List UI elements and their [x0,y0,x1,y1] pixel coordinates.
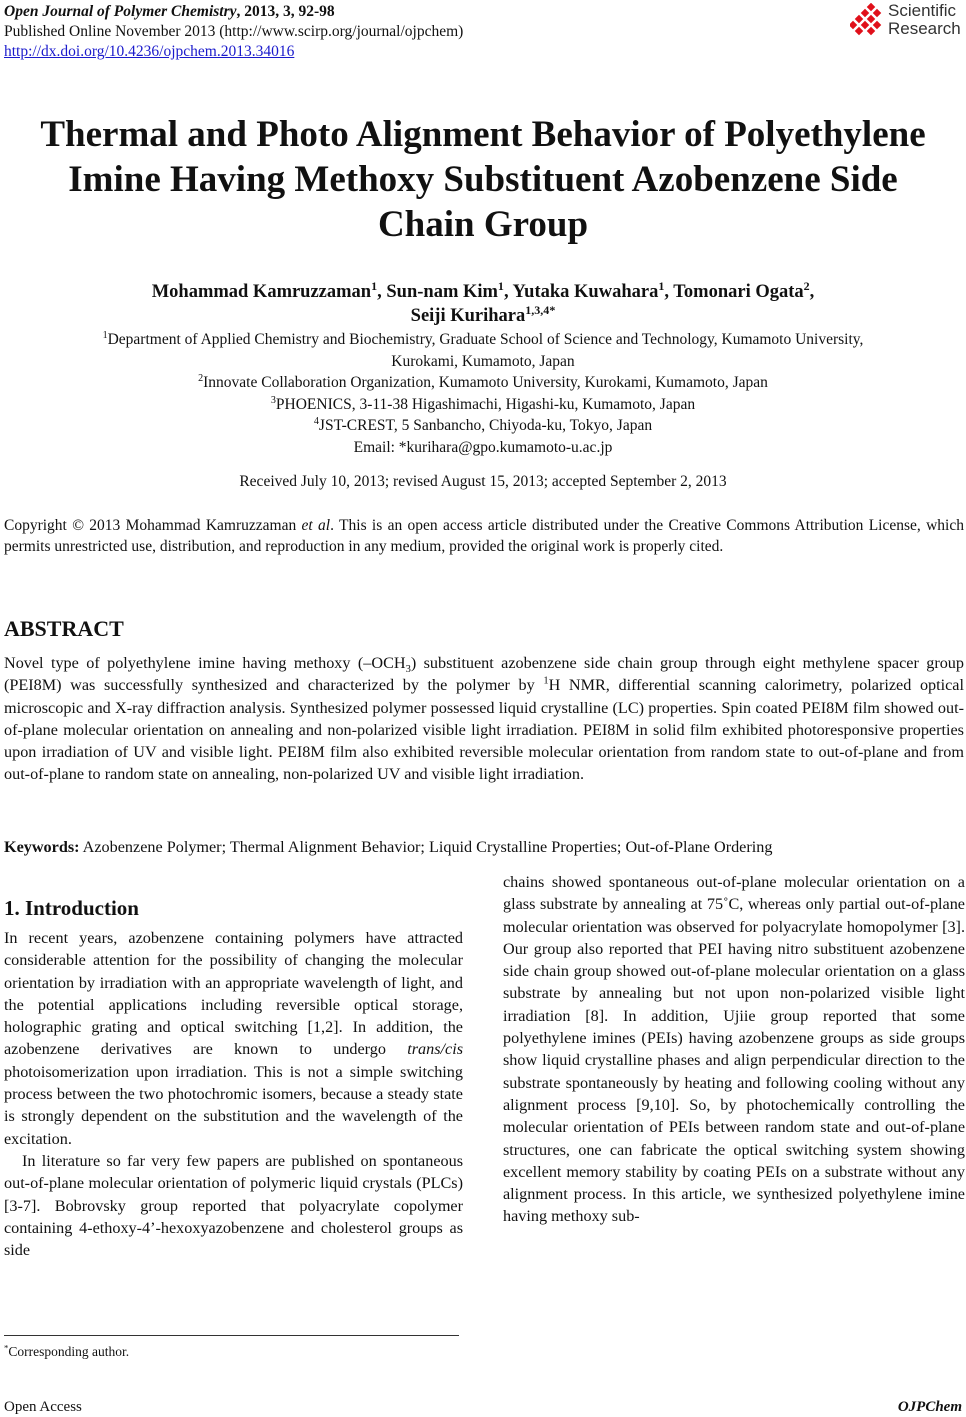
footer-journal-abbrev: OJPChem [897,1399,962,1415]
et-al: et al [301,517,331,534]
text: In recent years, azobenzene containing polymers have attracted considerable attention for the possibility of changing the molecular orientation by irradiation with an appropriate wavelength of light, and the potential applications including reversible optical storage, holographic grating and optical switching [1,2]. In addition, the azobenzene derivatives are known to undergo [4,929,463,1059]
abstract-text: ) substituent azobenzene side chain group through eight methylene spacer group (PEI8M) was successfully synthesized and characterized by the polymer by [4,654,964,695]
logo-text-1: Scientific [888,1,957,20]
footer-open-access: Open Access [4,1399,82,1415]
affil-sup: 2 [198,372,204,384]
author-sup: 2 [803,278,810,293]
abstract-body [4,652,964,786]
paragraph [4,927,463,1150]
logo-text-2: Research [888,19,961,38]
footnote-divider [4,1335,459,1336]
keywords [4,838,772,857]
author: Mohammad Kamruzzaman [151,282,372,302]
author-sup: 1,3,4* [525,302,556,317]
subscript: 3 [405,664,411,676]
author-list [0,280,966,328]
email-link[interactable]: Email: *kurihara@gpo.kumamoto-u.ac.jp [353,438,613,456]
affil-sup: 1 [102,329,108,341]
affiliation: Kurokami, Kumamoto, Japan [391,352,575,370]
italic-text: trans/cis [407,1040,463,1059]
left-column [4,895,463,1261]
copyright-notice [4,515,964,557]
superscript: 1 [543,675,549,687]
abstract-text: Novel type of polyethylene imine having methoxy (–OCH [4,654,406,672]
affil-sup: 3 [270,394,276,406]
author: Seiji Kurihara [410,306,526,326]
text: photoisomerization upon irradiation. This is not a simple switching process between the two photochromic isomers, because a steady state is strongly dependent on the substitution and the wavelength of the excitation. [4,1062,463,1148]
abstract-text: H NMR, differential scanning calorimetry, polarized optical microscopic and X-ray diffraction analysis. Synthesized polymer possessed liquid crystalline (LC) properties. Spin coated PEI8M film showed out-of-plane molecular orientation on annealing and non-polarized visible light irradiation. PEI8M in solid film exhibited photoresponsive properties upon irradiation of UV and visible light. PEI8M film also exhibited reversible molecular orientation from random state to out-of-plane and from out-of-plane to random state on annealing, non-polarized UV and visible light irradiation. [4,676,964,784]
doi-link[interactable]: http://dx.doi.org/10.4236/ojpchem.2013.34016 [4,43,295,60]
title-line: Thermal and Photo Alignment Behavior of Polyethylene [40,114,926,155]
author: Sun-nam Kim [386,282,498,302]
copyright-text: . This is an open access article distributed under the Creative Commons Attribution License, which permits unrestricted use, distribution, and reproduction in any medium, provided the original work is properly cited. [4,517,964,555]
author: Yutaka Kuwahara [512,282,659,302]
citation: , 2013, 3, 92-98 [236,3,335,20]
title-line: Imine Having Methoxy Substituent Azobenzene Side [68,159,898,200]
footnote-mark: * [4,1342,9,1353]
received-dates: Received July 10, 2013; revised August 15, 2013; accepted September 2, 2013 [239,473,727,490]
sep: , [503,282,513,302]
author-sup: 1 [658,278,665,293]
journal-header [4,2,463,62]
author: Tomonari Ogata [673,282,804,302]
section-heading: 1. Introduction [4,896,139,920]
affiliations [0,329,966,458]
author-sup: 1 [497,278,504,293]
affiliation: Department of Applied Chemistry and Biochemistry, Graduate School of Science and Technology, Kumamoto University, [107,331,864,348]
author-sup: 1 [371,278,378,293]
affiliation: PHOENICS, 3-11-38 Higashimachi, Higashi-ku, Kumamoto, Japan [275,395,696,413]
footnote [4,1344,129,1360]
affiliation: JST-CREST, 5 Sanbancho, Chiyoda-ku, Tokyo, Japan [318,417,653,434]
copyright-text: Copyright © 2013 Mohammad Kamruzzaman [4,517,302,534]
published-line: Published Online November 2013 (http://www.scirp.org/journal/ojpchem) [4,23,464,40]
abstract-heading: ABSTRACT [4,616,124,641]
title-line: Chain Group [377,204,589,245]
sep: , [664,282,674,302]
footnote-text: Corresponding author. [8,1344,130,1359]
keywords-label: Keywords: [4,838,80,856]
scientific-research-logo [850,2,961,38]
right-column [503,871,965,1228]
affiliation: Innovate Collaboration Organization, Kumamoto University, Kurokami, Kumamoto, Japan [203,374,768,391]
logo-diamonds-icon [850,3,884,37]
sep: , [377,282,387,302]
keywords-text: Azobenzene Polymer; Thermal Alignment Behavior; Liquid Crystalline Properties; Out-of-Plane Ordering [79,838,773,856]
paragraph: In literature so far very few papers are published on spontaneous out-of-plane molecular orientation of polymeric liquid crystals (PLCs) [3-7]. Bobrovsky group reported that polyacrylate copolymer containing 4-ethoxy-4’-hexoxyazobenzene and cholesterol groups as side [4,1151,463,1260]
sep: , [809,282,815,302]
paper-title [0,112,966,247]
paragraph: chains showed spontaneous out-of-plane molecular orientation on a glass substrate by annealing at 75˚C, whereas only partial out-of-plane molecular orientation was observed for polyacrylate homopolymer [3]. Our group also reported that PEI having nitro substituent azobenzene side chain group showed out-of-plane molecular orientation on a glass substrate by annealing but not upon non-polarized visible light irradiation [8]. In addition, Ujiie group reported that some polyethylene imines (PEIs) having azobenzene groups as side groups show liquid crystalline phases and align perpendicular direction to the substrate spontaneously by heating and following cooling without any alignment process [9,10]. So, by photochemically controlling the molecular orientation of PEIs between random state and out-of-plane structures, one can fabricate the optical switching system showing excellent memory stability by coating PEIs on a substrate without any alignment process. In this article, we synthesized polyethylene imine having methoxy sub- [503,873,965,1226]
journal-name: Open Journal of Polymer Chemistry [4,3,237,20]
affil-sup: 4 [313,415,319,427]
